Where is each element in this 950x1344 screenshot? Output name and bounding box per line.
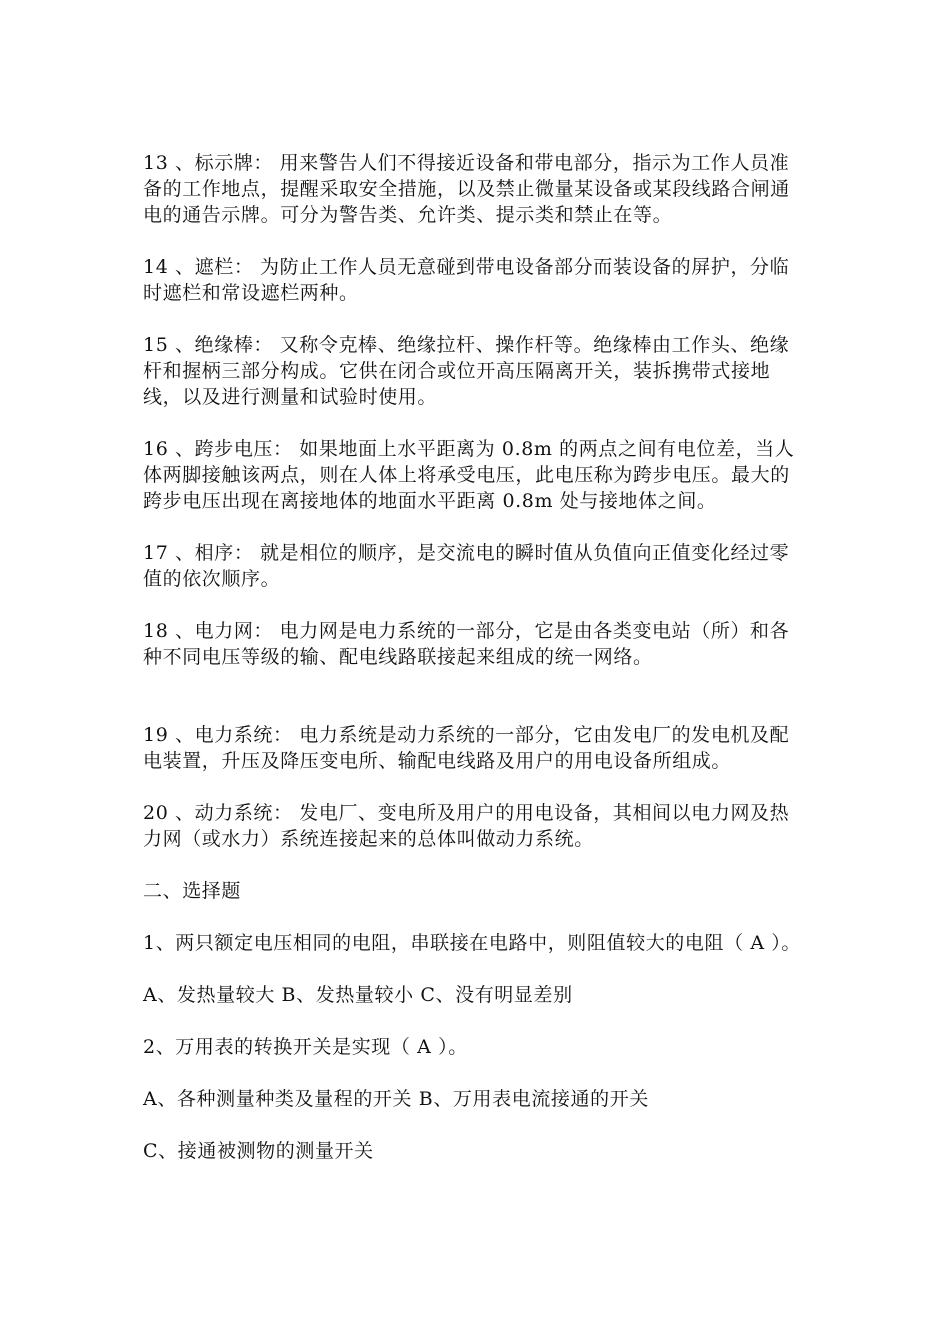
question-2-options-extra: C、接通被测物的测量开关 xyxy=(143,1140,374,1162)
question-2-options: A、各种测量种类及量程的开关 B、万用表电流接通的开关 xyxy=(143,1088,649,1110)
definition-16: 16 、跨步电压： 如果地面上水平距离为 0.8m 的两点之间有电位差，当人体两脚接触该两点，则在人体上将承受电压，此电压称为跨步电压。最大的跨步电压出现在离接地体的地面水平距离 0.8m 处与接地体之间。 xyxy=(143,438,795,512)
question-1: 1、两只额定电压相同的电阻，串联接在电路中，则阻值较大的电阻（ A ）。 xyxy=(143,932,801,954)
definition-15: 15 、绝缘棒： 又称令克棒、绝缘拉杆、操作杆等。绝缘棒由工作头、绝缘杆和握柄三部分构成。它供在闭合或位开高压隔离开关，装拆携带式接地线，以及进行测量和试验时使用。 xyxy=(143,334,790,408)
definition-18: 18 、电力网： 电力网是电力系统的一部分，它是由各类变电站（所）和各种不同电压等级的输、配电线路联接起来组成的统一网络。 xyxy=(143,620,790,668)
question-2: 2、万用表的转换开关是实现（ A ）。 xyxy=(143,1036,468,1058)
definition-13: 13 、标示牌： 用来警告人们不得接近设备和带电部分，指示为工作人员准备的工作地点，提醒采取安全措施，以及禁止微量某设备或某段线路合闸通电的通告示牌。可分为警告类、允许类、提示类和禁止在等。 xyxy=(143,152,790,226)
definition-17: 17 、相序： 就是相位的顺序，是交流电的瞬时值从负值向正值变化经过零值的依次顺序。 xyxy=(143,542,790,590)
document-body xyxy=(143,150,808,1164)
section-heading: 二、选择题 xyxy=(143,880,242,902)
definition-19: 19 、电力系统： 电力系统是动力系统的一部分，它由发电厂的发电机及配电装置，升压及降压变电所、输配电线路及用户的用电设备所组成。 xyxy=(143,724,790,772)
question-1-options: A、发热量较大 B、发热量较小 C、没有明显差别 xyxy=(143,984,573,1006)
definition-14: 14 、遮栏： 为防止工作人员无意碰到带电设备部分而装设备的屏护，分临时遮栏和常设遮栏两种。 xyxy=(143,256,790,304)
definition-20: 20 、动力系统： 发电厂、变电所及用户的用电设备，其相间以电力网及热力网（或水力）系统连接起来的总体叫做动力系统。 xyxy=(143,802,790,850)
